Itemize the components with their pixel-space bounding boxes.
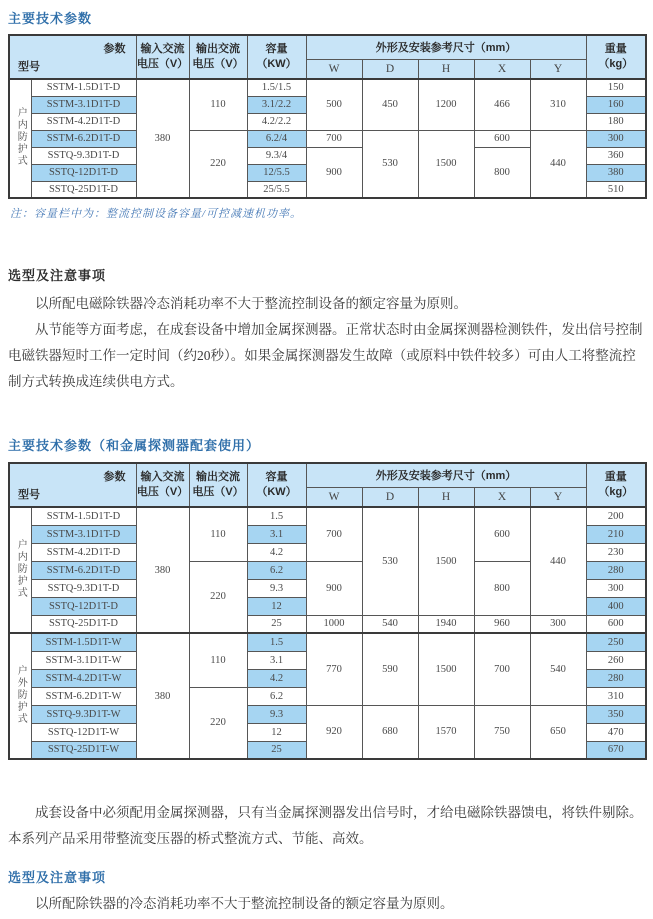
input-voltage-cell: 380 — [136, 507, 189, 633]
output-voltage-cell: 110 — [189, 507, 247, 561]
weight-cell: 470 — [586, 723, 646, 741]
weight-cell: 670 — [586, 741, 646, 759]
model-cell: SSTM-6.2D1T-D — [31, 130, 136, 147]
dim-w-cell: 900 — [306, 561, 362, 615]
capacity-cell: 6.2 — [247, 687, 306, 705]
dim-y-cell: 440 — [530, 130, 586, 198]
dim-h-cell: 1570 — [418, 705, 474, 759]
dim-col-header-w: W — [306, 59, 362, 79]
model-cell: SSTM-3.1D1T-D — [31, 96, 136, 113]
capacity-cell: 3.1 — [247, 651, 306, 669]
dim-col-header-w: W — [306, 487, 362, 507]
weight-cell: 210 — [586, 525, 646, 543]
model-cell: SSTM-1.5D1T-D — [31, 507, 136, 525]
weight-cell: 230 — [586, 543, 646, 561]
model-cell: SSTQ-9.3D1T-D — [31, 579, 136, 597]
dim-col-header-x: X — [474, 59, 530, 79]
model-cell: SSTM-1.5D1T-D — [31, 79, 136, 96]
output-voltage-cell: 220 — [189, 130, 247, 198]
capacity-cell: 9.3 — [247, 705, 306, 723]
capacity-cell: 1.5 — [247, 633, 306, 651]
weight-cell: 510 — [586, 181, 646, 198]
capacity-cell: 12 — [247, 597, 306, 615]
model-cell: SSTM-3.1D1T-D — [31, 525, 136, 543]
dim-col-header-d: D — [362, 59, 418, 79]
dim-h-cell: 1940 — [418, 615, 474, 633]
model-label: 型号 — [18, 489, 40, 501]
weight-cell: 150 — [586, 79, 646, 96]
model-cell: SSTQ-25D1T-W — [31, 741, 136, 759]
model-cell: SSTM-6.2D1T-W — [31, 687, 136, 705]
dim-d-cell: 450 — [362, 79, 418, 130]
weight-cell: 400 — [586, 597, 646, 615]
model-cell: SSTM-3.1D1T-W — [31, 651, 136, 669]
dim-d-cell: 680 — [362, 705, 418, 759]
group-cell-outdoor: 户外防护式 — [9, 633, 31, 759]
dim-d-cell: 590 — [362, 633, 418, 705]
dim-col-header-h: H — [418, 487, 474, 507]
input-voltage-cell: 380 — [136, 79, 189, 198]
paragraph: 从节能等方面考虑，在成套设备中增加金属探测器。正常状态时由金属探测器检测铁件，发出信号控制电磁铁器短时工作一定时间（约20秒）。如果金属探测器发生故障（或原料中铁件较多）可由人工将整流控制方式转换成连续供电方式。 — [8, 322, 643, 389]
capacity-cell: 3.1/2.2 — [247, 96, 306, 113]
table-row — [9, 633, 646, 651]
paragraph: 成套设备中必须配用金属探测器，只有当金属探测器发出信号时，才给电磁除铁器馈电，将铁件剔除。本系列产品采用带整流变压器的桥式整流方式、节能、高效。 — [8, 805, 643, 846]
capacity-note: 注：容量栏中为：整流控制设备容量/可控减速机功率。 — [10, 208, 303, 220]
dim-h-cell: 1200 — [418, 79, 474, 130]
diagonal-header-cell — [9, 463, 136, 507]
param-label: 参数 — [103, 43, 126, 55]
model-cell: SSTM-4.2D1T-D — [31, 543, 136, 561]
dim-w-cell: 770 — [306, 633, 362, 705]
weight-header: 重量 （kg） — [586, 463, 646, 507]
dim-x-cell: 750 — [474, 705, 530, 759]
capacity-cell: 12 — [247, 723, 306, 741]
input-voltage-cell: 380 — [136, 633, 189, 759]
output-voltage-cell: 110 — [189, 633, 247, 687]
dim-y-cell: 540 — [530, 633, 586, 705]
capacity-cell: 3.1 — [247, 525, 306, 543]
model-label: 型号 — [18, 61, 40, 73]
capacity-cell: 4.2 — [247, 543, 306, 561]
table-row — [9, 79, 646, 96]
section-title-params-with-detector: 主要技术参数（和金属探测器配套使用） — [8, 438, 261, 453]
dim-w-cell: 700 — [306, 130, 362, 147]
diagonal-header-cell — [9, 35, 136, 79]
capacity-cell: 12/5.5 — [247, 164, 306, 181]
output-voltage-header: 输出交流 电压（V） — [189, 463, 247, 507]
weight-header: 重量 （kg） — [586, 35, 646, 79]
model-cell: SSTQ-12D1T-D — [31, 597, 136, 615]
capacity-cell: 4.2 — [247, 669, 306, 687]
capacity-cell: 25 — [247, 741, 306, 759]
capacity-header: 容量 （KW） — [247, 35, 306, 79]
dims-header: 外形及安装参考尺寸（mm） — [306, 35, 586, 59]
weight-cell: 280 — [586, 669, 646, 687]
model-cell: SSTQ-25D1T-D — [31, 615, 136, 633]
model-cell: SSTQ-12D1T-W — [31, 723, 136, 741]
capacity-cell: 6.2/4 — [247, 130, 306, 147]
capacity-cell: 4.2/2.2 — [247, 113, 306, 130]
model-cell: SSTQ-9.3D1T-D — [31, 147, 136, 164]
weight-cell: 300 — [586, 130, 646, 147]
capacity-cell: 9.3 — [247, 579, 306, 597]
model-cell: SSTM-6.2D1T-D — [31, 561, 136, 579]
input-voltage-header: 输入交流 电压（V） — [136, 35, 189, 79]
param-label: 参数 — [103, 471, 126, 483]
table-row — [9, 130, 646, 147]
table-row — [9, 507, 646, 525]
model-cell: SSTQ-25D1T-D — [31, 181, 136, 198]
model-cell: SSTM-4.2D1T-W — [31, 669, 136, 687]
weight-cell: 310 — [586, 687, 646, 705]
output-voltage-cell: 220 — [189, 561, 247, 633]
dim-d-cell: 540 — [362, 615, 418, 633]
capacity-cell: 1.5/1.5 — [247, 79, 306, 96]
dim-col-header-d: D — [362, 487, 418, 507]
dim-h-cell: 1500 — [418, 633, 474, 705]
model-cell: SSTM-1.5D1T-W — [31, 633, 136, 651]
dim-x-cell: 800 — [474, 561, 530, 615]
weight-cell: 200 — [586, 507, 646, 525]
dim-col-header-y: Y — [530, 487, 586, 507]
dim-x-cell: 600 — [474, 507, 530, 561]
dim-y-cell: 300 — [530, 615, 586, 633]
capacity-cell: 1.5 — [247, 507, 306, 525]
model-cell: SSTQ-9.3D1T-W — [31, 705, 136, 723]
dim-d-cell: 530 — [362, 130, 418, 198]
paragraph: 以所配电磁除铁器冷态消耗功率不大于整流控制设备的额定容量为原则。 — [35, 296, 467, 311]
section-title-selection-notes-1: 选型及注意事项 — [8, 268, 107, 283]
capacity-cell: 25/5.5 — [247, 181, 306, 198]
capacity-cell: 9.3/4 — [247, 147, 306, 164]
table-row — [9, 615, 646, 633]
weight-cell: 300 — [586, 579, 646, 597]
dim-h-cell: 1500 — [418, 130, 474, 198]
group-cell: 户内防护式 — [9, 79, 31, 198]
weight-cell: 350 — [586, 705, 646, 723]
weight-cell: 160 — [586, 96, 646, 113]
dim-w-cell: 900 — [306, 147, 362, 198]
output-voltage-header: 输出交流 电压（V） — [189, 35, 247, 79]
dim-h-cell: 1500 — [418, 507, 474, 615]
weight-cell: 280 — [586, 561, 646, 579]
model-cell: SSTM-4.2D1T-D — [31, 113, 136, 130]
dim-x-cell: 700 — [474, 633, 530, 705]
model-cell: SSTQ-12D1T-D — [31, 164, 136, 181]
capacity-cell: 6.2 — [247, 561, 306, 579]
weight-cell: 360 — [586, 147, 646, 164]
output-voltage-cell: 110 — [189, 79, 247, 130]
dim-x-cell: 800 — [474, 147, 530, 198]
table-row — [9, 705, 646, 723]
dim-col-header-h: H — [418, 59, 474, 79]
dim-y-cell: 650 — [530, 705, 586, 759]
input-voltage-header: 输入交流 电压（V） — [136, 463, 189, 507]
paragraph: 以所配除铁器的冷态消耗功率不大于整流控制设备的额定容量为原则。 — [35, 896, 454, 911]
section-title-main-params: 主要技术参数 — [8, 11, 93, 26]
dim-w-cell: 920 — [306, 705, 362, 759]
section-title-selection-notes-2: 选型及注意事项 — [8, 870, 107, 885]
dim-y-cell: 440 — [530, 507, 586, 615]
group-cell-indoor: 户内防护式 — [9, 507, 31, 633]
weight-cell: 260 — [586, 651, 646, 669]
indoor-params-table — [8, 34, 647, 199]
dim-w-cell: 500 — [306, 79, 362, 130]
dim-col-header-y: Y — [530, 59, 586, 79]
dim-col-header-x: X — [474, 487, 530, 507]
capacity-cell: 25 — [247, 615, 306, 633]
weight-cell: 180 — [586, 113, 646, 130]
dim-d-cell: 530 — [362, 507, 418, 615]
dim-w-cell: 700 — [306, 507, 362, 561]
detector-params-table — [8, 462, 647, 760]
dim-w-cell: 1000 — [306, 615, 362, 633]
weight-cell: 250 — [586, 633, 646, 651]
capacity-header: 容量 （KW） — [247, 463, 306, 507]
weight-cell: 600 — [586, 615, 646, 633]
dims-header: 外形及安装参考尺寸（mm） — [306, 463, 586, 487]
output-voltage-cell: 220 — [189, 687, 247, 759]
dim-x-cell: 466 — [474, 79, 530, 130]
dim-y-cell: 310 — [530, 79, 586, 130]
dim-x-cell: 960 — [474, 615, 530, 633]
dim-x-cell: 600 — [474, 130, 530, 147]
weight-cell: 380 — [586, 164, 646, 181]
